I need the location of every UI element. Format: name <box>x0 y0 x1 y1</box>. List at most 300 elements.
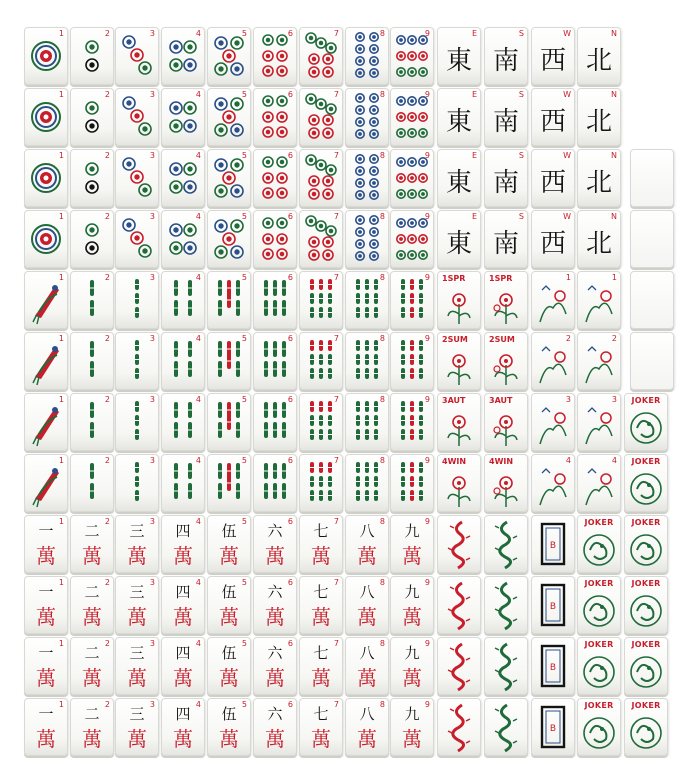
tile-index: 8 <box>379 334 385 343</box>
character-wan: 萬 <box>173 727 193 751</box>
tile-index: 9 <box>424 151 430 160</box>
bamboo-tile <box>390 393 434 451</box>
tile-index: 4 <box>565 456 571 465</box>
white-dragon-tile <box>531 515 575 573</box>
tile-index: 1 <box>58 334 64 343</box>
bamboo-tile <box>345 393 389 451</box>
white-dragon-art-10 <box>532 638 574 694</box>
character-wan: 萬 <box>173 666 193 690</box>
character-wan: 萬 <box>82 666 102 690</box>
wind-char: 北 <box>585 229 612 259</box>
character-number: 四 <box>175 522 191 540</box>
tile-index: 6 <box>287 29 293 38</box>
character-number: 四 <box>175 583 191 601</box>
dots-tile <box>207 88 251 146</box>
tile-index: 6 <box>287 700 293 709</box>
character-wan: 萬 <box>36 727 56 751</box>
tile-index: 1 <box>58 90 64 99</box>
tile-index: 1 <box>58 212 64 221</box>
tile-index: 5 <box>241 90 247 99</box>
character-tile <box>207 637 251 695</box>
green-dragon-art-11 <box>485 699 527 755</box>
wind-label: N <box>611 29 617 38</box>
wind-label: E <box>471 151 477 160</box>
wind-tile <box>484 88 528 146</box>
dots-tile <box>207 27 251 85</box>
tile-index: 1 <box>611 273 617 282</box>
tile-index: 5 <box>241 151 247 160</box>
wind-label: E <box>471 29 477 38</box>
character-tile <box>70 637 114 695</box>
red-dragon-tile <box>437 637 481 695</box>
tile-index: 7 <box>333 90 339 99</box>
tile-index: 7 <box>333 639 339 648</box>
joker-label: JOKER <box>584 701 614 710</box>
joker-art-11 <box>625 699 667 755</box>
tile-index: 1 <box>58 273 64 282</box>
joker-tile <box>624 515 668 573</box>
character-wan: 萬 <box>402 544 422 568</box>
svg-text:B: B <box>549 663 557 673</box>
dots-tile <box>70 27 114 85</box>
tile-index: 7 <box>333 212 339 221</box>
wind-label: W <box>563 151 571 160</box>
wind-tile <box>577 149 621 207</box>
season-tile <box>577 271 621 329</box>
tile-index: 1 <box>58 578 64 587</box>
character-wan: 萬 <box>311 666 331 690</box>
flower-3-art <box>438 333 480 389</box>
flower-label: 1SPR <box>489 274 513 283</box>
character-wan: 萬 <box>357 666 377 690</box>
character-number: 八 <box>359 705 375 723</box>
character-tile <box>345 515 389 573</box>
tile-index: 2 <box>104 578 110 587</box>
character-number: 六 <box>267 644 283 662</box>
tile-index: 9 <box>424 29 430 38</box>
dots-tile <box>207 210 251 268</box>
tile-index: 3 <box>565 395 571 404</box>
dots-tile <box>24 210 68 268</box>
tile-index: 5 <box>241 700 247 709</box>
joker-art-10 <box>578 638 620 694</box>
character-tile <box>390 698 434 756</box>
flower-label: 3AUT <box>489 396 513 405</box>
tile-index: 7 <box>333 578 339 587</box>
svg-text:B: B <box>549 724 557 734</box>
character-number: 伍 <box>221 583 237 601</box>
tile-index: 2 <box>104 29 110 38</box>
season-tile <box>577 393 621 451</box>
tile-index: 4 <box>195 90 201 99</box>
wind-char: 東 <box>445 107 472 137</box>
character-tile <box>161 576 205 634</box>
character-tile <box>253 576 297 634</box>
bamboo-tile <box>70 271 114 329</box>
character-wan: 萬 <box>219 544 239 568</box>
tile-index: 4 <box>195 700 201 709</box>
joker-art-6 <box>625 394 667 450</box>
character-tile <box>390 515 434 573</box>
joker-label: JOKER <box>631 518 661 527</box>
dots-tile <box>24 88 68 146</box>
season-tile <box>531 393 575 451</box>
dots-tile <box>70 149 114 207</box>
bamboo-tile <box>161 332 205 390</box>
joker-art-9 <box>625 577 667 633</box>
green-dragon-art-9 <box>485 577 527 633</box>
character-tile <box>253 515 297 573</box>
flower-label: 4WIN <box>489 457 514 466</box>
character-number: 二 <box>84 522 100 540</box>
tile-index: 1 <box>58 151 64 160</box>
dots-tile <box>390 27 434 85</box>
bamboo-tile <box>345 271 389 329</box>
character-tile <box>70 698 114 756</box>
dots-tile <box>207 149 251 207</box>
character-number: 六 <box>267 705 283 723</box>
character-tile <box>299 637 343 695</box>
bamboo-tile <box>115 271 159 329</box>
dots-tile <box>390 210 434 268</box>
tile-index: 3 <box>149 639 155 648</box>
joker-tile <box>624 576 668 634</box>
character-number: 九 <box>404 705 420 723</box>
wind-label: N <box>611 90 617 99</box>
green-dragon-tile <box>484 698 528 756</box>
dots-tile <box>253 149 297 207</box>
character-wan: 萬 <box>311 727 331 751</box>
green-dragon-tile <box>484 637 528 695</box>
tile-index: 7 <box>333 517 339 526</box>
side-tile <box>630 332 674 390</box>
tile-index: 6 <box>287 212 293 221</box>
flower-tile <box>437 393 481 451</box>
white-dragon-tile <box>531 698 575 756</box>
wind-label: E <box>471 212 477 221</box>
bamboo-tile <box>345 332 389 390</box>
wind-tile <box>484 210 528 268</box>
bamboo-tile <box>207 393 251 451</box>
character-number: 三 <box>129 583 145 601</box>
character-tile <box>207 698 251 756</box>
side-tile <box>630 149 674 207</box>
character-wan: 萬 <box>265 544 285 568</box>
tile-index: 2 <box>104 517 110 526</box>
tile-index: 7 <box>333 456 339 465</box>
side-tile <box>630 210 674 268</box>
wind-char: 西 <box>539 168 566 198</box>
tile-index: 3 <box>149 334 155 343</box>
bamboo-tile <box>253 393 297 451</box>
red-dragon-tile <box>437 576 481 634</box>
character-number: 一 <box>38 644 54 662</box>
tile-index: 3 <box>149 273 155 282</box>
white-dragon-art-8 <box>532 516 574 572</box>
character-wan: 萬 <box>357 605 377 629</box>
flower-6-art <box>485 394 527 450</box>
dots-tile <box>345 88 389 146</box>
tile-index: 2 <box>565 334 571 343</box>
red-dragon-art-10 <box>438 638 480 694</box>
tile-index: 7 <box>333 700 339 709</box>
mahjong-tile-grid <box>24 27 678 767</box>
character-wan: 萬 <box>265 605 285 629</box>
dots-tile <box>299 88 343 146</box>
character-wan: 萬 <box>357 544 377 568</box>
dots-tile <box>161 210 205 268</box>
tile-index: 3 <box>149 456 155 465</box>
character-number: 二 <box>84 705 100 723</box>
character-wan: 萬 <box>265 666 285 690</box>
character-tile <box>207 515 251 573</box>
tile-index: 9 <box>424 395 430 404</box>
white-dragon-tile <box>531 576 575 634</box>
dots-tile <box>161 88 205 146</box>
tile-index: 9 <box>424 212 430 221</box>
character-number: 九 <box>404 583 420 601</box>
wind-label: N <box>611 212 617 221</box>
tile-index: 2 <box>104 90 110 99</box>
bamboo-tile <box>390 454 434 512</box>
tile-index: 9 <box>424 700 430 709</box>
red-dragon-art-8 <box>438 516 480 572</box>
tile-index: 6 <box>287 456 293 465</box>
character-tile <box>115 576 159 634</box>
dots-tile <box>115 27 159 85</box>
tile-index: 4 <box>195 212 201 221</box>
character-wan: 萬 <box>402 605 422 629</box>
dots-tile <box>299 149 343 207</box>
joker-tile <box>624 393 668 451</box>
bamboo-tile <box>24 454 68 512</box>
dots-tile <box>253 88 297 146</box>
character-wan: 萬 <box>127 544 147 568</box>
tile-index: 6 <box>287 578 293 587</box>
side-tile <box>630 271 674 329</box>
character-tile <box>24 637 68 695</box>
character-wan: 萬 <box>36 605 56 629</box>
wind-label: S <box>518 212 524 221</box>
flower-tile <box>437 271 481 329</box>
wind-char: 北 <box>585 168 612 198</box>
tile-index: 8 <box>379 395 385 404</box>
joker-art-8 <box>578 516 620 572</box>
white-dragon-art-11 <box>532 699 574 755</box>
dots-tile <box>299 27 343 85</box>
joker-label: JOKER <box>631 457 661 466</box>
character-tile <box>390 576 434 634</box>
character-number: 八 <box>359 644 375 662</box>
wind-label: S <box>518 29 524 38</box>
joker-art-10 <box>625 638 667 694</box>
tile-index: 4 <box>195 395 201 404</box>
flower-tile <box>484 332 528 390</box>
flower-tile <box>437 332 481 390</box>
green-dragon-tile <box>484 576 528 634</box>
character-tile <box>70 515 114 573</box>
tile-index: 3 <box>149 29 155 38</box>
character-number: 六 <box>267 583 283 601</box>
dots-tile <box>161 27 205 85</box>
dots-tile <box>70 88 114 146</box>
svg-text:B: B <box>549 602 557 612</box>
character-number: 三 <box>129 522 145 540</box>
joker-tile <box>624 454 668 512</box>
wind-tile <box>531 27 575 85</box>
wind-label: S <box>518 151 524 160</box>
wind-label: S <box>518 90 524 99</box>
character-tile <box>161 698 205 756</box>
wind-tile <box>531 88 575 146</box>
joker-tile <box>577 637 621 695</box>
tile-index: 2 <box>104 395 110 404</box>
character-number: 四 <box>175 705 191 723</box>
dots-tile <box>345 27 389 85</box>
dots-tile <box>70 210 114 268</box>
joker-label: JOKER <box>631 640 661 649</box>
tile-index: 5 <box>241 29 247 38</box>
tile-index: 8 <box>379 212 385 221</box>
joker-tile <box>624 698 668 756</box>
bamboo-tile <box>115 393 159 451</box>
wind-char: 北 <box>585 107 612 137</box>
wind-tile <box>484 27 528 85</box>
bamboo-tile <box>70 393 114 451</box>
wind-label: E <box>471 90 477 99</box>
tile-index: 6 <box>287 273 293 282</box>
bamboo-tile <box>207 332 251 390</box>
tile-index: 6 <box>287 90 293 99</box>
wind-tile <box>531 149 575 207</box>
tile-index: 4 <box>195 456 201 465</box>
character-wan: 萬 <box>82 544 102 568</box>
tile-index: 8 <box>379 639 385 648</box>
tile-index: 1 <box>58 29 64 38</box>
tile-index: 2 <box>104 151 110 160</box>
character-wan: 萬 <box>402 666 422 690</box>
bamboo-tile <box>299 393 343 451</box>
character-wan: 萬 <box>219 727 239 751</box>
season-tile <box>531 271 575 329</box>
flower-label: 3AUT <box>442 396 466 405</box>
tile-index: 1 <box>58 456 64 465</box>
tile-index: 3 <box>149 151 155 160</box>
tile-index: 9 <box>424 639 430 648</box>
season-tile <box>531 454 575 512</box>
wind-char: 北 <box>585 46 612 76</box>
joker-label: JOKER <box>631 579 661 588</box>
character-number: 八 <box>359 522 375 540</box>
tile-index: 9 <box>424 273 430 282</box>
character-number: 一 <box>38 705 54 723</box>
tile-index: 2 <box>104 700 110 709</box>
wind-tile <box>484 149 528 207</box>
tile-index: 4 <box>195 273 201 282</box>
wind-char: 西 <box>539 229 566 259</box>
character-wan: 萬 <box>82 605 102 629</box>
tile-index: 2 <box>104 273 110 282</box>
bamboo-tile <box>115 454 159 512</box>
wind-char: 東 <box>445 46 472 76</box>
character-wan: 萬 <box>311 605 331 629</box>
joker-label: JOKER <box>584 640 614 649</box>
tile-index: 5 <box>241 639 247 648</box>
character-number: 三 <box>129 705 145 723</box>
bamboo-tile <box>345 454 389 512</box>
character-tile <box>345 698 389 756</box>
tile-index: 3 <box>611 395 617 404</box>
dots-tile <box>24 149 68 207</box>
bamboo-tile <box>70 332 114 390</box>
bamboo-tile <box>207 454 251 512</box>
red-dragon-tile <box>437 515 481 573</box>
svg-text:B: B <box>549 541 557 551</box>
tile-index: 5 <box>241 334 247 343</box>
bamboo-tile <box>161 454 205 512</box>
wind-label: W <box>563 29 571 38</box>
character-wan: 萬 <box>357 727 377 751</box>
character-tile <box>253 698 297 756</box>
character-wan: 萬 <box>219 666 239 690</box>
character-number: 七 <box>313 583 329 601</box>
character-wan: 萬 <box>173 544 193 568</box>
wind-char: 西 <box>539 46 566 76</box>
joker-art-7 <box>625 455 667 511</box>
wind-tile <box>437 27 481 85</box>
tile-index: 4 <box>195 639 201 648</box>
green-dragon-art-8 <box>485 516 527 572</box>
character-tile <box>253 637 297 695</box>
wind-tile <box>531 210 575 268</box>
dots-tile <box>345 149 389 207</box>
flower-label: 4WIN <box>442 457 467 466</box>
tile-index: 8 <box>379 456 385 465</box>
joker-tile <box>624 637 668 695</box>
dots-tile <box>299 210 343 268</box>
joker-art-9 <box>578 577 620 633</box>
tile-index: 3 <box>149 578 155 587</box>
bamboo-tile <box>24 393 68 451</box>
character-tile <box>115 515 159 573</box>
wind-char: 東 <box>445 168 472 198</box>
wind-tile <box>577 88 621 146</box>
bamboo-tile <box>207 271 251 329</box>
character-number: 七 <box>313 644 329 662</box>
character-wan: 萬 <box>402 727 422 751</box>
dots-tile <box>345 210 389 268</box>
tile-index: 9 <box>424 334 430 343</box>
tile-index: 8 <box>379 29 385 38</box>
joker-label: JOKER <box>584 579 614 588</box>
bamboo-tile <box>390 271 434 329</box>
season-tile <box>577 454 621 512</box>
dots-tile <box>24 27 68 85</box>
joker-art-8 <box>625 516 667 572</box>
bamboo-tile <box>253 454 297 512</box>
bamboo-tile <box>24 332 68 390</box>
character-number: 九 <box>404 522 420 540</box>
tile-index: 2 <box>104 212 110 221</box>
character-number: 七 <box>313 705 329 723</box>
wind-char: 南 <box>492 229 519 259</box>
red-dragon-art-9 <box>438 577 480 633</box>
bamboo-tile <box>161 271 205 329</box>
green-dragon-tile <box>484 515 528 573</box>
character-number: 一 <box>38 583 54 601</box>
tile-index: 5 <box>241 395 247 404</box>
joker-label: JOKER <box>631 396 661 405</box>
